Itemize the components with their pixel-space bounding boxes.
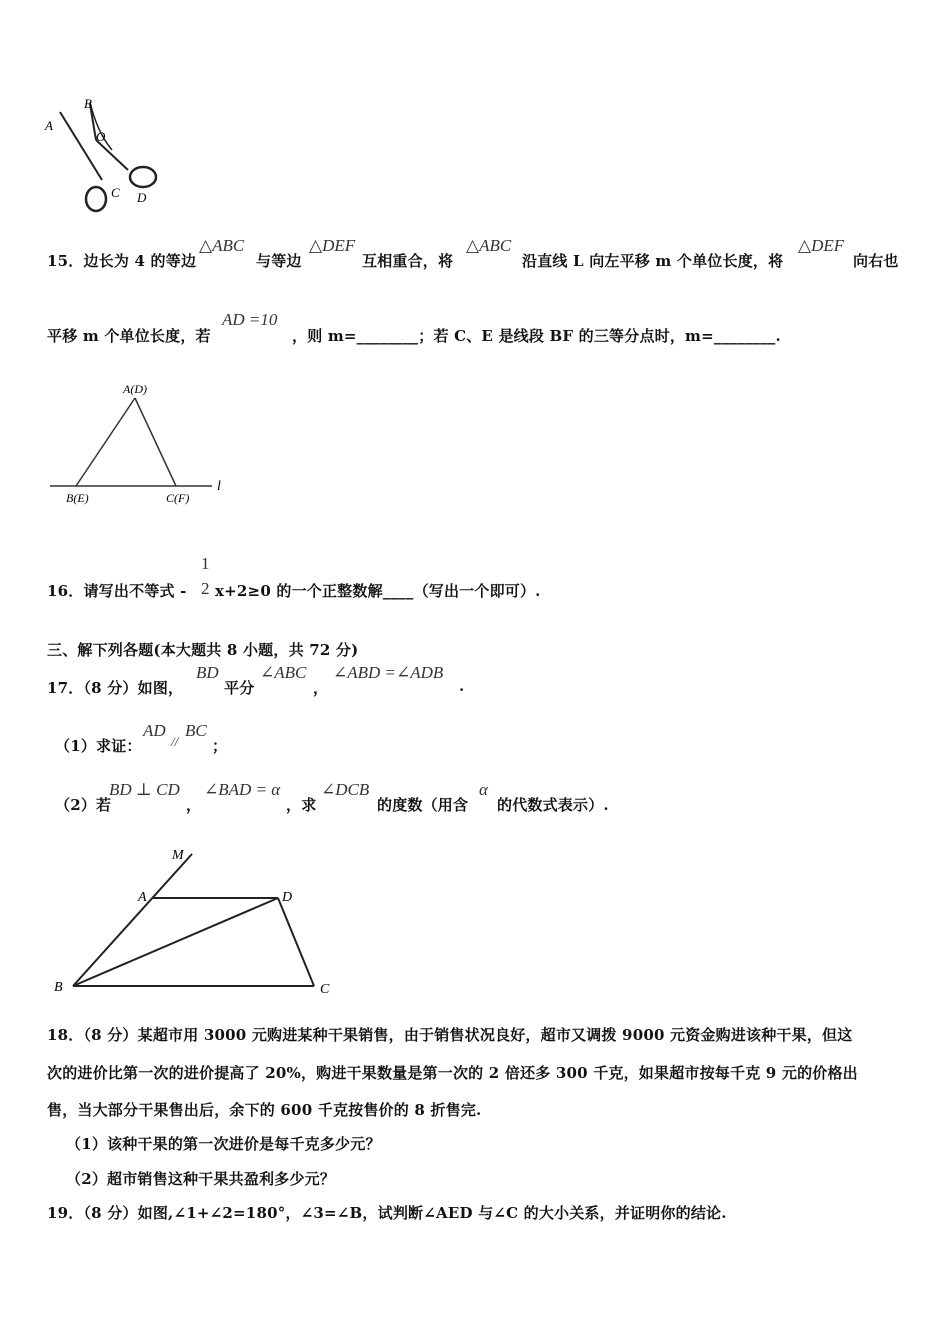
q18-line2: 次的进价比第一次的进价提高了 20%，购进干果数量是第一次的 2 倍还多 300 千克，如果超市按每千克 9 元的价格出 (47, 1064, 858, 1082)
q17-part2-text-5: 的代数式表示）. (497, 796, 609, 814)
q15-math-ad: AD =10 (222, 310, 278, 329)
q15-text-3: 沿直线 L 向左平移 m 个单位长度，将 (522, 252, 784, 270)
q17-part1-math-ad: AD (143, 721, 166, 740)
q18-line1: 18．（8 分）某超市用 3000 元购进某种干果销售，由于销售状况良好，超市又调拨 9000 元资金购进该种干果，但这 (47, 1026, 853, 1044)
q15-text-4: 向右也 (853, 252, 899, 270)
q17-text-3: ， (313, 679, 329, 697)
scissors-label-a: A (45, 118, 53, 133)
scissors-label-c: C (111, 185, 120, 200)
q15-math-abc-2: △ABC (466, 236, 512, 255)
q15-line2-text-1: 平移 m 个单位长度，若 (47, 327, 211, 345)
q17-part2-text-1: （2）若 (55, 796, 112, 814)
triangle-label-left: B(E) (66, 491, 89, 505)
q15-line2-text-2: ，则 m=________；若 C、E 是线段 BF 的三等分点时，m=________. (292, 327, 781, 345)
q18-sub2: （2）超市销售这种干果共盈利多少元？ (66, 1170, 336, 1188)
q15-text-2: 互相重合，将 (362, 252, 454, 270)
triangle-label-line: l (217, 479, 221, 494)
q17-math-bd: BD (196, 663, 219, 682)
q17-part1-text-1: （1）求证： (55, 737, 142, 755)
q17-part2-math-perp: BD ⊥ CD (109, 780, 180, 799)
q17-text-4: . (459, 677, 465, 695)
q15-math-def: △DEF (309, 236, 356, 255)
q15-math-def-2: △DEF (798, 236, 845, 255)
q15-text-1: 与等边 (256, 252, 302, 270)
q15-math-abc: △ABC (199, 236, 245, 255)
scissors-figure (40, 92, 170, 222)
q16-fraction-denominator: 2 (201, 579, 210, 598)
q15-number: 15．边长为 4 的等边 (47, 252, 197, 270)
q19-line1: 19．（8 分）如图,∠1+∠2=180°，∠3=∠B，试判断∠AED 与∠C 的大小关系，并证明你的结论. (47, 1204, 727, 1222)
q17-text-2: 平分 (224, 679, 255, 697)
q17-part2-text-3: ，求 (286, 796, 317, 814)
quad-label-b: B (54, 980, 63, 995)
scissors-label-b: B (84, 96, 92, 111)
triangle-figure (44, 378, 234, 508)
q17-part2-math-alpha: α (479, 780, 488, 799)
q16-text-2: x+2≥0 的一个正整数解____（写出一个即可）. (215, 582, 541, 600)
q17-text-1: 17．（8 分）如图， (47, 679, 184, 697)
triangle-label-apex: A(D) (123, 382, 147, 396)
scissors-label-d: D (137, 190, 147, 205)
q17-math-abc: ∠ABC (260, 663, 307, 682)
q17-part2-math-dcb: ∠DCB (321, 780, 370, 799)
q17-part1-text-2: ； (212, 737, 228, 755)
quad-label-c: C (320, 982, 330, 997)
scissors-label-o: O (96, 129, 106, 144)
q16-text-1: 16．请写出不等式 - (47, 582, 187, 600)
section3-heading: 三、解下列各题(本大题共 8 小题，共 72 分) (47, 641, 359, 659)
q17-part1-math-bc: BC (185, 721, 207, 740)
quad-label-a: A (138, 890, 147, 905)
quadrilateral-figure (50, 843, 350, 1003)
q17-math-angles: ∠ABD =∠ADB (333, 663, 444, 682)
quad-label-m: M (172, 848, 184, 863)
q16-fraction-numerator: 1 (201, 554, 210, 573)
q18-sub1: （1）该种干果的第一次进价是每千克多少元？ (66, 1135, 381, 1153)
q17-part2-math-bad: ∠BAD = α (204, 780, 281, 799)
q17-part1-parallel: // (171, 734, 179, 749)
q17-part2-text-2: ， (186, 796, 202, 814)
quad-label-d: D (282, 890, 293, 905)
q18-line3: 售，当大部分干果售出后，余下的 600 千克按售价的 8 折售完. (47, 1101, 482, 1119)
triangle-label-right: C(F) (166, 491, 190, 505)
q17-part2-text-4: 的度数（用含 (377, 796, 469, 814)
